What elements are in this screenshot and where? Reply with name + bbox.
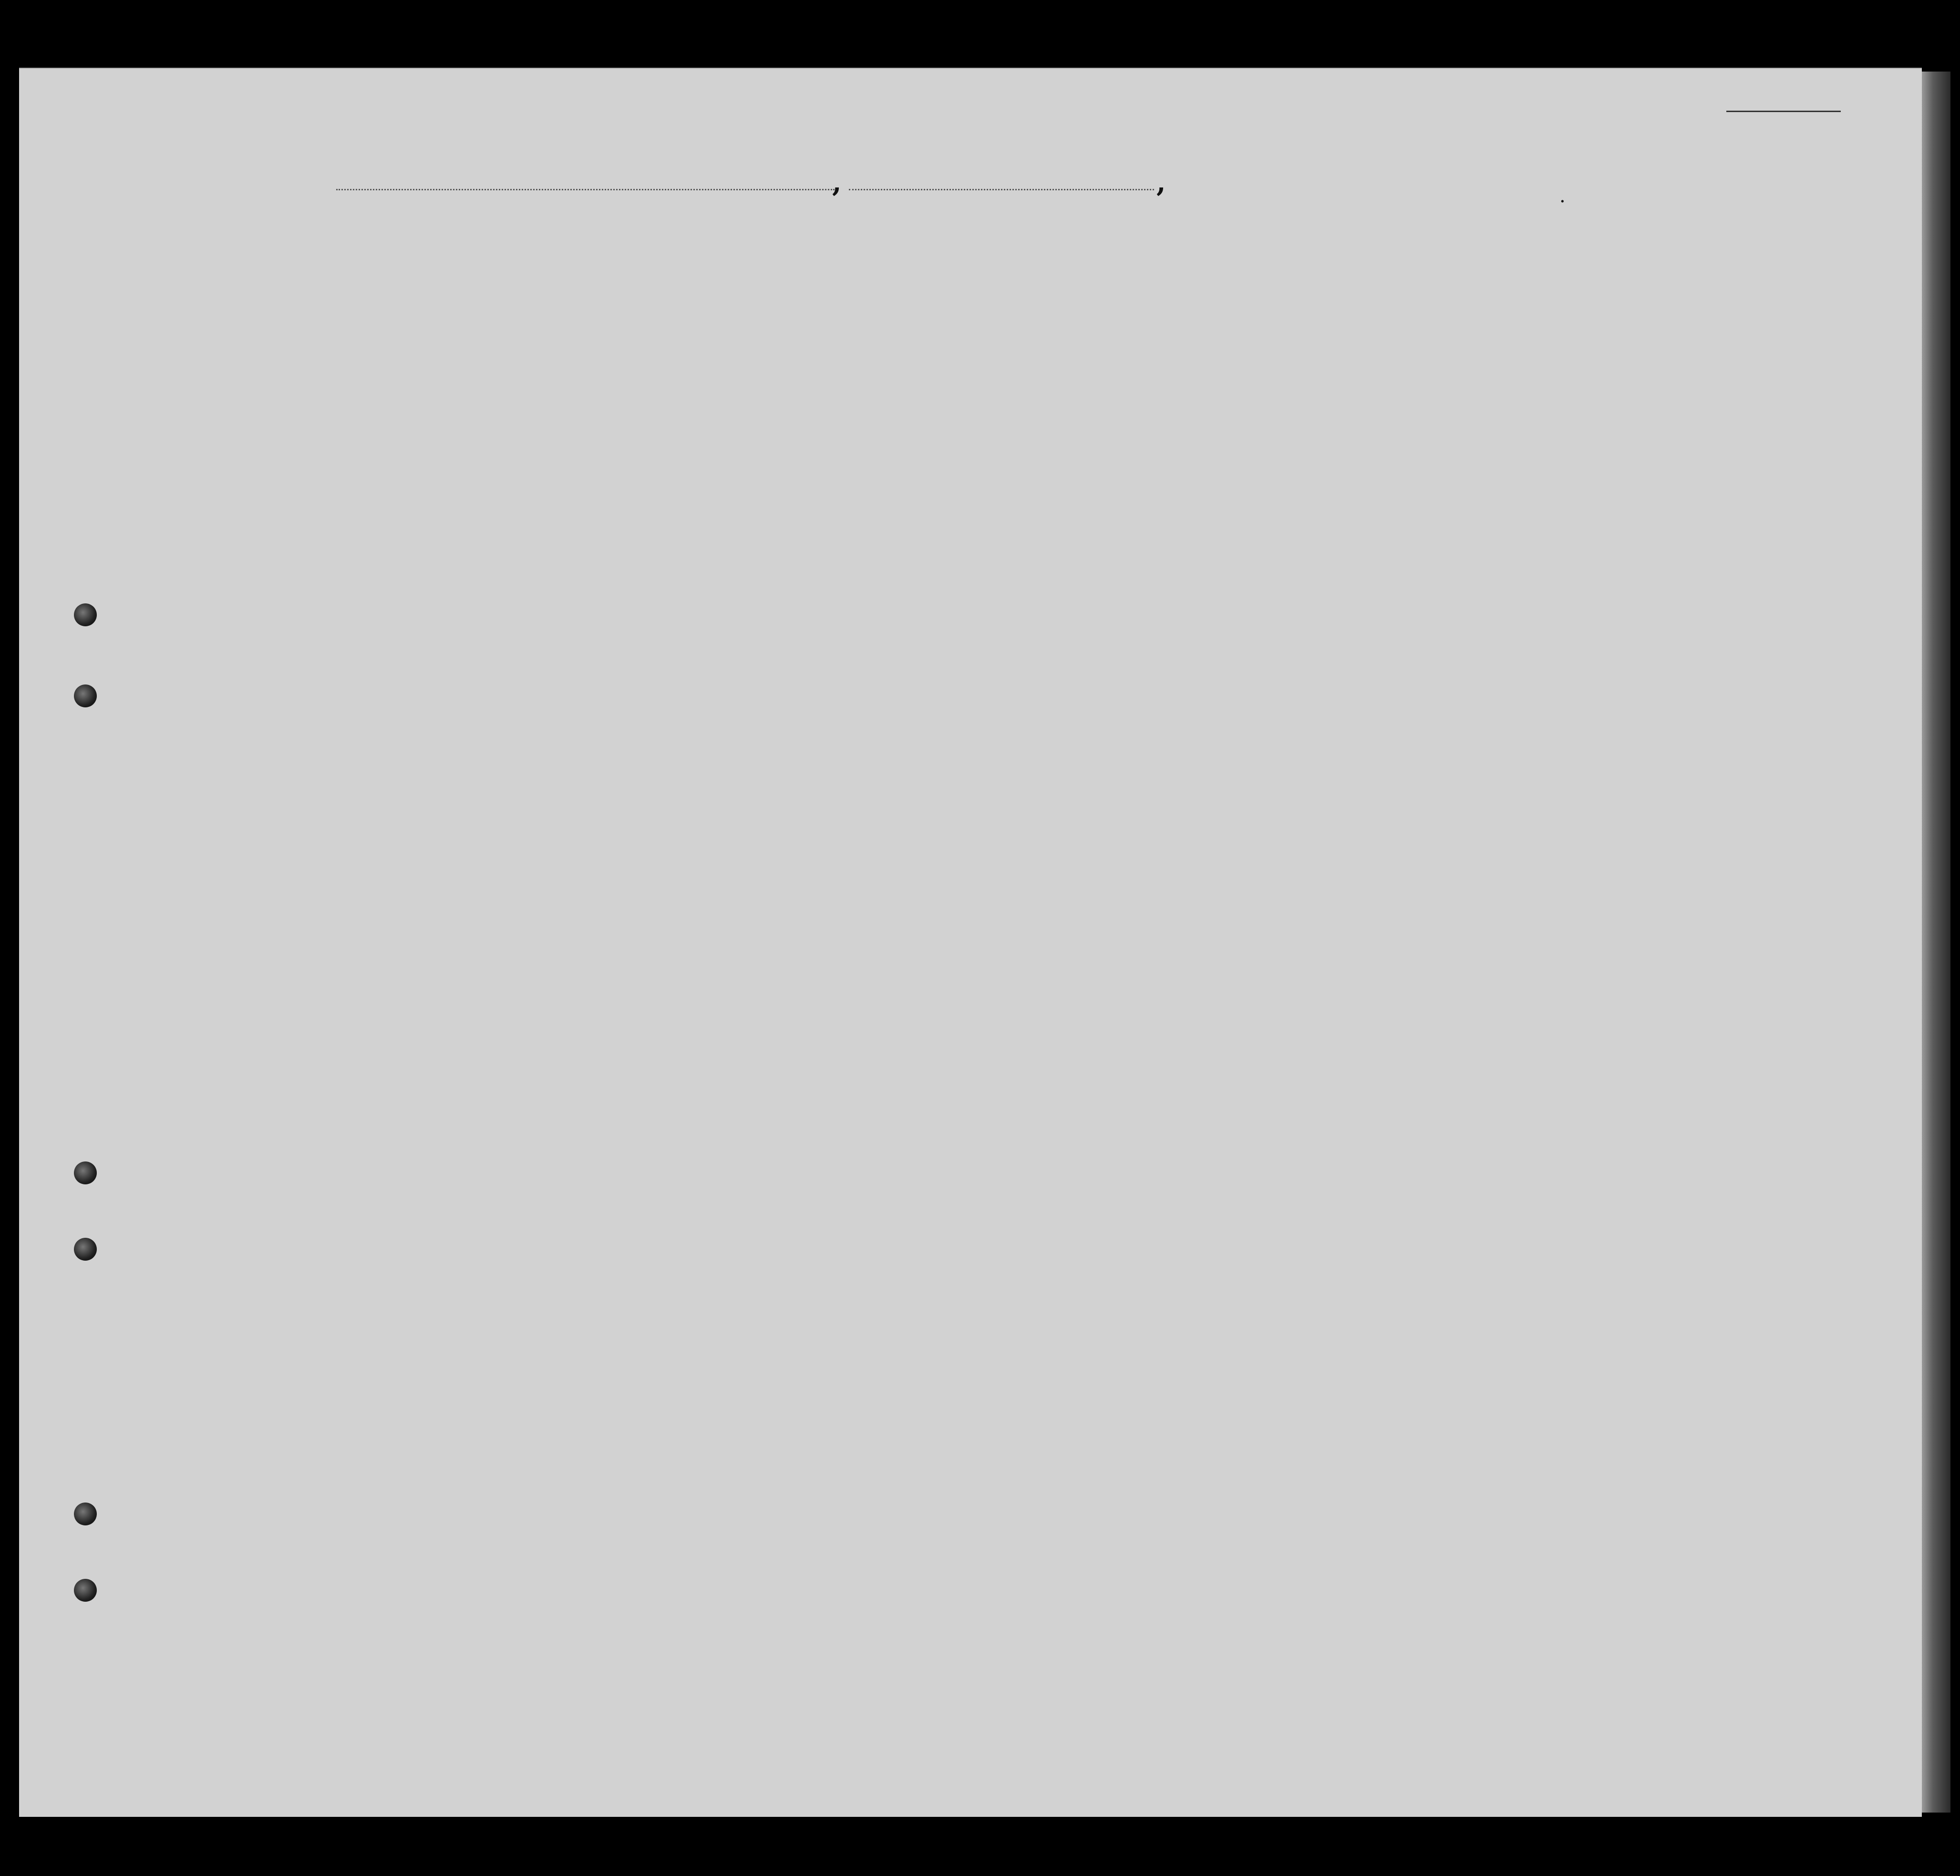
comma: ,: [832, 167, 842, 198]
header-q30: [1426, 324, 1459, 453]
header-prison: [1248, 324, 1275, 453]
header-ticket: [570, 324, 594, 453]
header-purpose-c: [1214, 336, 1247, 453]
header-anarchist: [1307, 324, 1326, 453]
punch-hole: [74, 1161, 97, 1184]
header-polygamist: [1281, 324, 1300, 453]
header-purpose-b: [1152, 336, 1204, 453]
pen-mark: ·: [1559, 191, 1566, 213]
punch-hole: [74, 1503, 97, 1525]
header-feet: [1588, 420, 1598, 453]
punch-hole: [74, 603, 97, 626]
port-dotted-line: [336, 189, 835, 190]
header-inches: [1607, 415, 1617, 453]
comma: ,: [1156, 167, 1166, 198]
header-purpose-a: [1102, 336, 1145, 453]
header-q29: [1381, 324, 1419, 453]
header-possession: [689, 329, 713, 453]
punch-hole: [74, 1238, 97, 1261]
list-underline: [1726, 111, 1841, 112]
header-q28: [1331, 324, 1378, 453]
punch-hole: [74, 684, 97, 707]
date-dotted-line: [849, 189, 1154, 190]
punch-hole: [74, 1579, 97, 1602]
